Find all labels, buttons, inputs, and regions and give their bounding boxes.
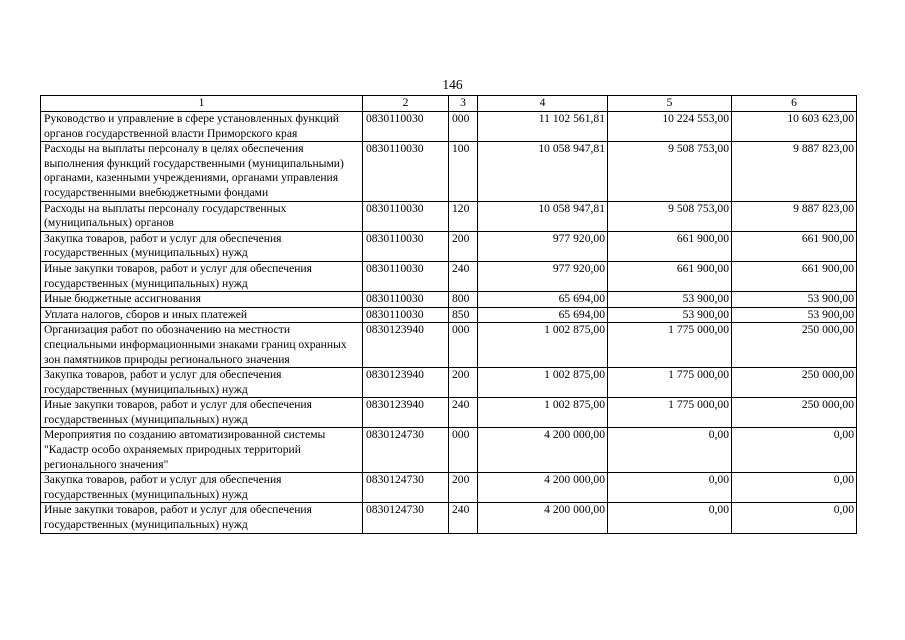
row-name: Иные бюджетные ассигнования <box>41 292 363 308</box>
row-type: 120 <box>449 201 478 231</box>
table-row <box>41 323 857 368</box>
row-value-year-2: 661 900,00 <box>608 231 732 261</box>
row-name: Иные закупки товаров, работ и услуг для обеспечения государственных (муниципальных) нужд <box>41 398 363 428</box>
row-value-year-3: 250 000,00 <box>732 368 857 398</box>
row-value-year-3: 0,00 <box>732 473 857 503</box>
row-value-year-3: 10 603 623,00 <box>732 112 857 142</box>
row-value-year-2: 0,00 <box>608 428 732 473</box>
row-code: 0830124730 <box>363 428 449 473</box>
row-value-year-1: 4 200 000,00 <box>478 503 608 533</box>
table-row <box>41 261 857 291</box>
row-code: 0830110030 <box>363 142 449 201</box>
row-value-year-1: 65 694,00 <box>478 292 608 308</box>
row-value-year-2: 10 224 553,00 <box>608 112 732 142</box>
row-value-year-3: 661 900,00 <box>732 261 857 291</box>
row-value-year-1: 4 200 000,00 <box>478 473 608 503</box>
row-name: Иные закупки товаров, работ и услуг для обеспечения государственных (муниципальных) нужд <box>41 503 363 533</box>
table-row <box>41 473 857 503</box>
row-code: 0830123940 <box>363 368 449 398</box>
row-type: 200 <box>449 368 478 398</box>
row-type: 200 <box>449 473 478 503</box>
row-type: 100 <box>449 142 478 201</box>
row-code: 0830124730 <box>363 503 449 533</box>
row-type: 200 <box>449 231 478 261</box>
table-row <box>41 231 857 261</box>
table-row <box>41 398 857 428</box>
row-code: 0830123940 <box>363 323 449 368</box>
table-row <box>41 428 857 473</box>
row-value-year-2: 661 900,00 <box>608 261 732 291</box>
row-value-year-3: 53 900,00 <box>732 307 857 323</box>
table-row <box>41 201 857 231</box>
table-row <box>41 292 857 308</box>
row-value-year-1: 10 058 947,81 <box>478 142 608 201</box>
row-value-year-2: 1 775 000,00 <box>608 398 732 428</box>
row-type: 240 <box>449 261 478 291</box>
row-value-year-1: 1 002 875,00 <box>478 323 608 368</box>
row-name: Расходы на выплаты персоналу в целях обеспечения выполнения функций государственными (муниципальными) органами, казенными учреждениями, органами управления государственными внебюджетными фондами <box>41 142 363 201</box>
row-name: Закупка товаров, работ и услуг для обеспечения государственных (муниципальных) нужд <box>41 368 363 398</box>
row-value-year-1: 1 002 875,00 <box>478 398 608 428</box>
page-number: 146 <box>442 77 463 92</box>
row-name: Руководство и управление в сфере установленных функций органов государственной власти Приморского края <box>41 112 363 142</box>
row-value-year-1: 4 200 000,00 <box>478 428 608 473</box>
header-year-3: 6 <box>732 96 857 112</box>
row-value-year-1: 1 002 875,00 <box>478 368 608 398</box>
row-type: 240 <box>449 398 478 428</box>
header-row <box>41 96 857 112</box>
table-row <box>41 112 857 142</box>
row-type: 240 <box>449 503 478 533</box>
table-row <box>41 142 857 201</box>
row-name: Расходы на выплаты персоналу государственных (муниципальных) органов <box>41 201 363 231</box>
row-value-year-1: 65 694,00 <box>478 307 608 323</box>
row-value-year-3: 0,00 <box>732 503 857 533</box>
row-value-year-1: 977 920,00 <box>478 261 608 291</box>
row-name: Закупка товаров, работ и услуг для обеспечения государственных (муниципальных) нужд <box>41 473 363 503</box>
row-value-year-2: 1 775 000,00 <box>608 323 732 368</box>
header-year-2: 5 <box>608 96 732 112</box>
header-type: 3 <box>449 96 478 112</box>
row-name: Мероприятия по созданию автоматизированной системы "Кадастр особо охраняемых природных территорий регионального значения" <box>41 428 363 473</box>
row-type: 000 <box>449 323 478 368</box>
row-type: 800 <box>449 292 478 308</box>
row-code: 0830110030 <box>363 201 449 231</box>
row-name: Закупка товаров, работ и услуг для обеспечения государственных (муниципальных) нужд <box>41 231 363 261</box>
header-name: 1 <box>41 96 363 112</box>
row-value-year-1: 10 058 947,81 <box>478 201 608 231</box>
row-code: 0830110030 <box>363 112 449 142</box>
row-value-year-2: 53 900,00 <box>608 307 732 323</box>
header-code: 2 <box>363 96 449 112</box>
row-value-year-3: 9 887 823,00 <box>732 201 857 231</box>
row-value-year-1: 11 102 561,81 <box>478 112 608 142</box>
row-value-year-3: 661 900,00 <box>732 231 857 261</box>
row-code: 0830110030 <box>363 261 449 291</box>
table-row <box>41 503 857 533</box>
row-name: Организация работ по обозначению на местности специальными информационными знаками границ охранных зон памятников природы регионального значения <box>41 323 363 368</box>
budget-table <box>40 95 857 534</box>
row-value-year-1: 977 920,00 <box>478 231 608 261</box>
row-value-year-3: 0,00 <box>732 428 857 473</box>
row-name: Иные закупки товаров, работ и услуг для обеспечения государственных (муниципальных) нужд <box>41 261 363 291</box>
row-code: 0830110030 <box>363 231 449 261</box>
table-row <box>41 307 857 323</box>
row-value-year-3: 53 900,00 <box>732 292 857 308</box>
row-value-year-2: 0,00 <box>608 503 732 533</box>
row-code: 0830110030 <box>363 292 449 308</box>
row-value-year-2: 0,00 <box>608 473 732 503</box>
row-code: 0830123940 <box>363 398 449 428</box>
row-type: 850 <box>449 307 478 323</box>
row-name: Уплата налогов, сборов и иных платежей <box>41 307 363 323</box>
row-value-year-3: 9 887 823,00 <box>732 142 857 201</box>
row-value-year-2: 9 508 753,00 <box>608 142 732 201</box>
row-value-year-2: 53 900,00 <box>608 292 732 308</box>
table-row <box>41 368 857 398</box>
row-code: 0830110030 <box>363 307 449 323</box>
row-code: 0830124730 <box>363 473 449 503</box>
header-year-1: 4 <box>478 96 608 112</box>
row-type: 000 <box>449 112 478 142</box>
row-value-year-3: 250 000,00 <box>732 323 857 368</box>
row-type: 000 <box>449 428 478 473</box>
row-value-year-3: 250 000,00 <box>732 398 857 428</box>
row-value-year-2: 1 775 000,00 <box>608 368 732 398</box>
row-value-year-2: 9 508 753,00 <box>608 201 732 231</box>
